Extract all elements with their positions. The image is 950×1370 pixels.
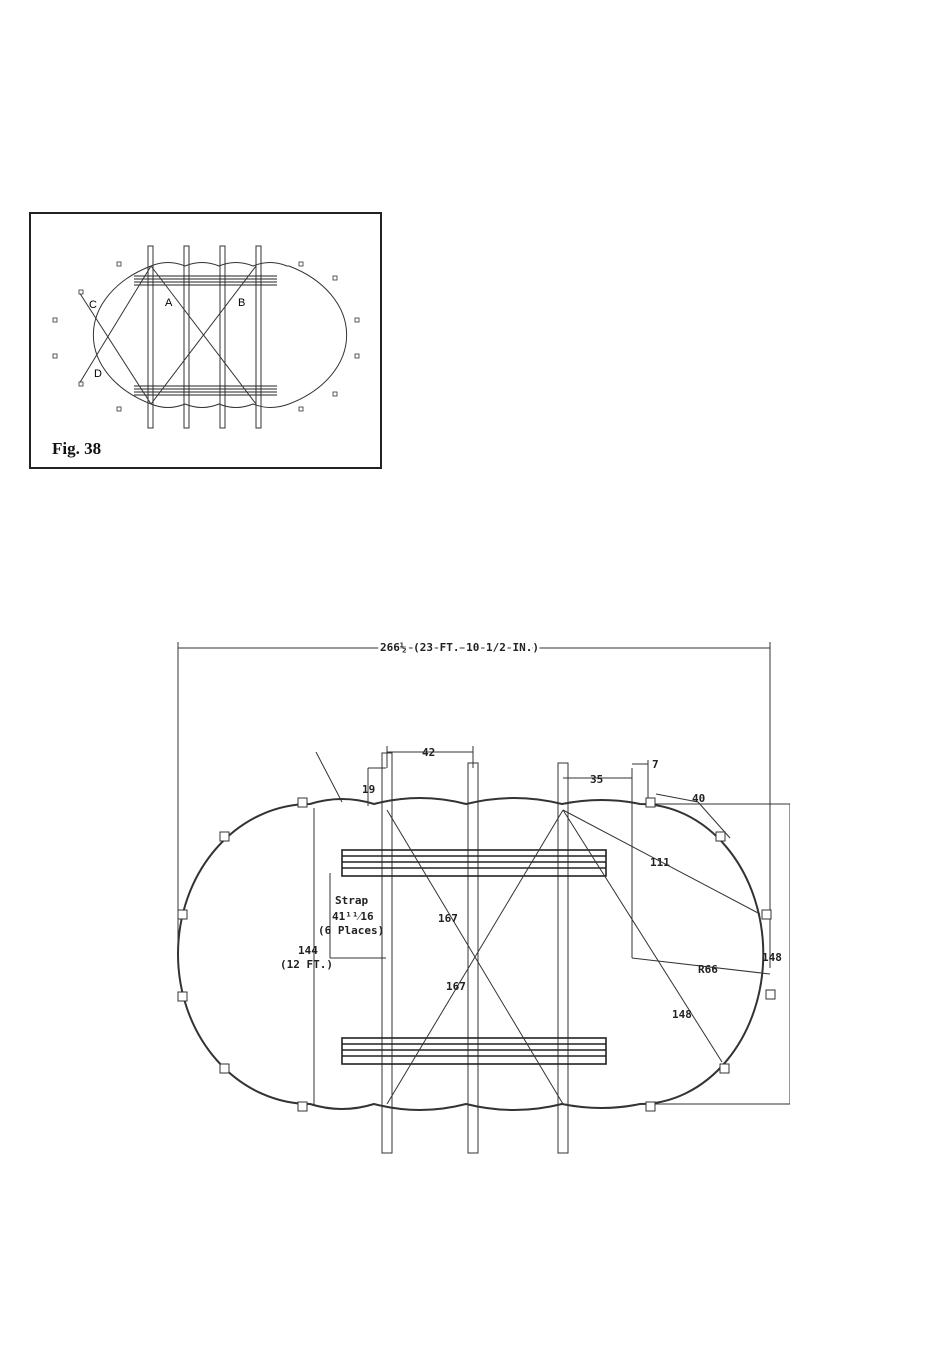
fig38-diagonal-d	[79, 266, 151, 384]
dim-111-label: 111	[650, 856, 670, 869]
diagonal-148	[563, 810, 722, 1062]
fig38-tie-3	[220, 246, 225, 428]
dim-35-label: 35	[590, 773, 604, 786]
tie-1	[382, 753, 392, 1153]
fig38-caption: Fig. 38	[52, 439, 102, 458]
fig38-label-b: B	[238, 297, 246, 309]
track-plan-drawing	[170, 628, 790, 1173]
tie-2	[468, 763, 478, 1153]
dim-12ft-label: (12 FT.)	[280, 958, 333, 971]
fig38-label-d: D	[94, 368, 102, 380]
fig38-tie-2	[184, 246, 189, 428]
dim-144-label: 144	[298, 944, 318, 957]
track-oval	[178, 798, 763, 1110]
dim-167a-label: 167	[438, 912, 458, 925]
fig38-label-a: A	[165, 297, 173, 309]
fig38-label-c: C	[89, 299, 97, 311]
tie-3	[558, 763, 568, 1153]
dim-167b-label: 167	[446, 980, 466, 993]
strap-label-line1: Strap	[335, 894, 369, 907]
strap-label-line2: 41¹¹⁄16	[332, 910, 374, 923]
track-plan-svg	[170, 628, 790, 1168]
fig38-tie-4	[256, 246, 261, 428]
dim-r66-label: R66	[698, 963, 718, 976]
fig38-track-diagram	[31, 214, 380, 467]
dim-19-label: 19	[362, 783, 376, 796]
figure-38	[29, 212, 382, 469]
dim-7-label: 7	[652, 758, 659, 771]
dim-40-label: 40	[692, 792, 706, 805]
dim-148a-label: 148	[672, 1008, 692, 1021]
overall-width-label: 266½ (23 FT. 10 1/2 IN.)	[380, 641, 539, 654]
dim-42-label: 42	[422, 746, 436, 759]
dim-148b-label: 148	[762, 951, 782, 964]
strap-label-line3: (6 Places)	[318, 924, 385, 937]
